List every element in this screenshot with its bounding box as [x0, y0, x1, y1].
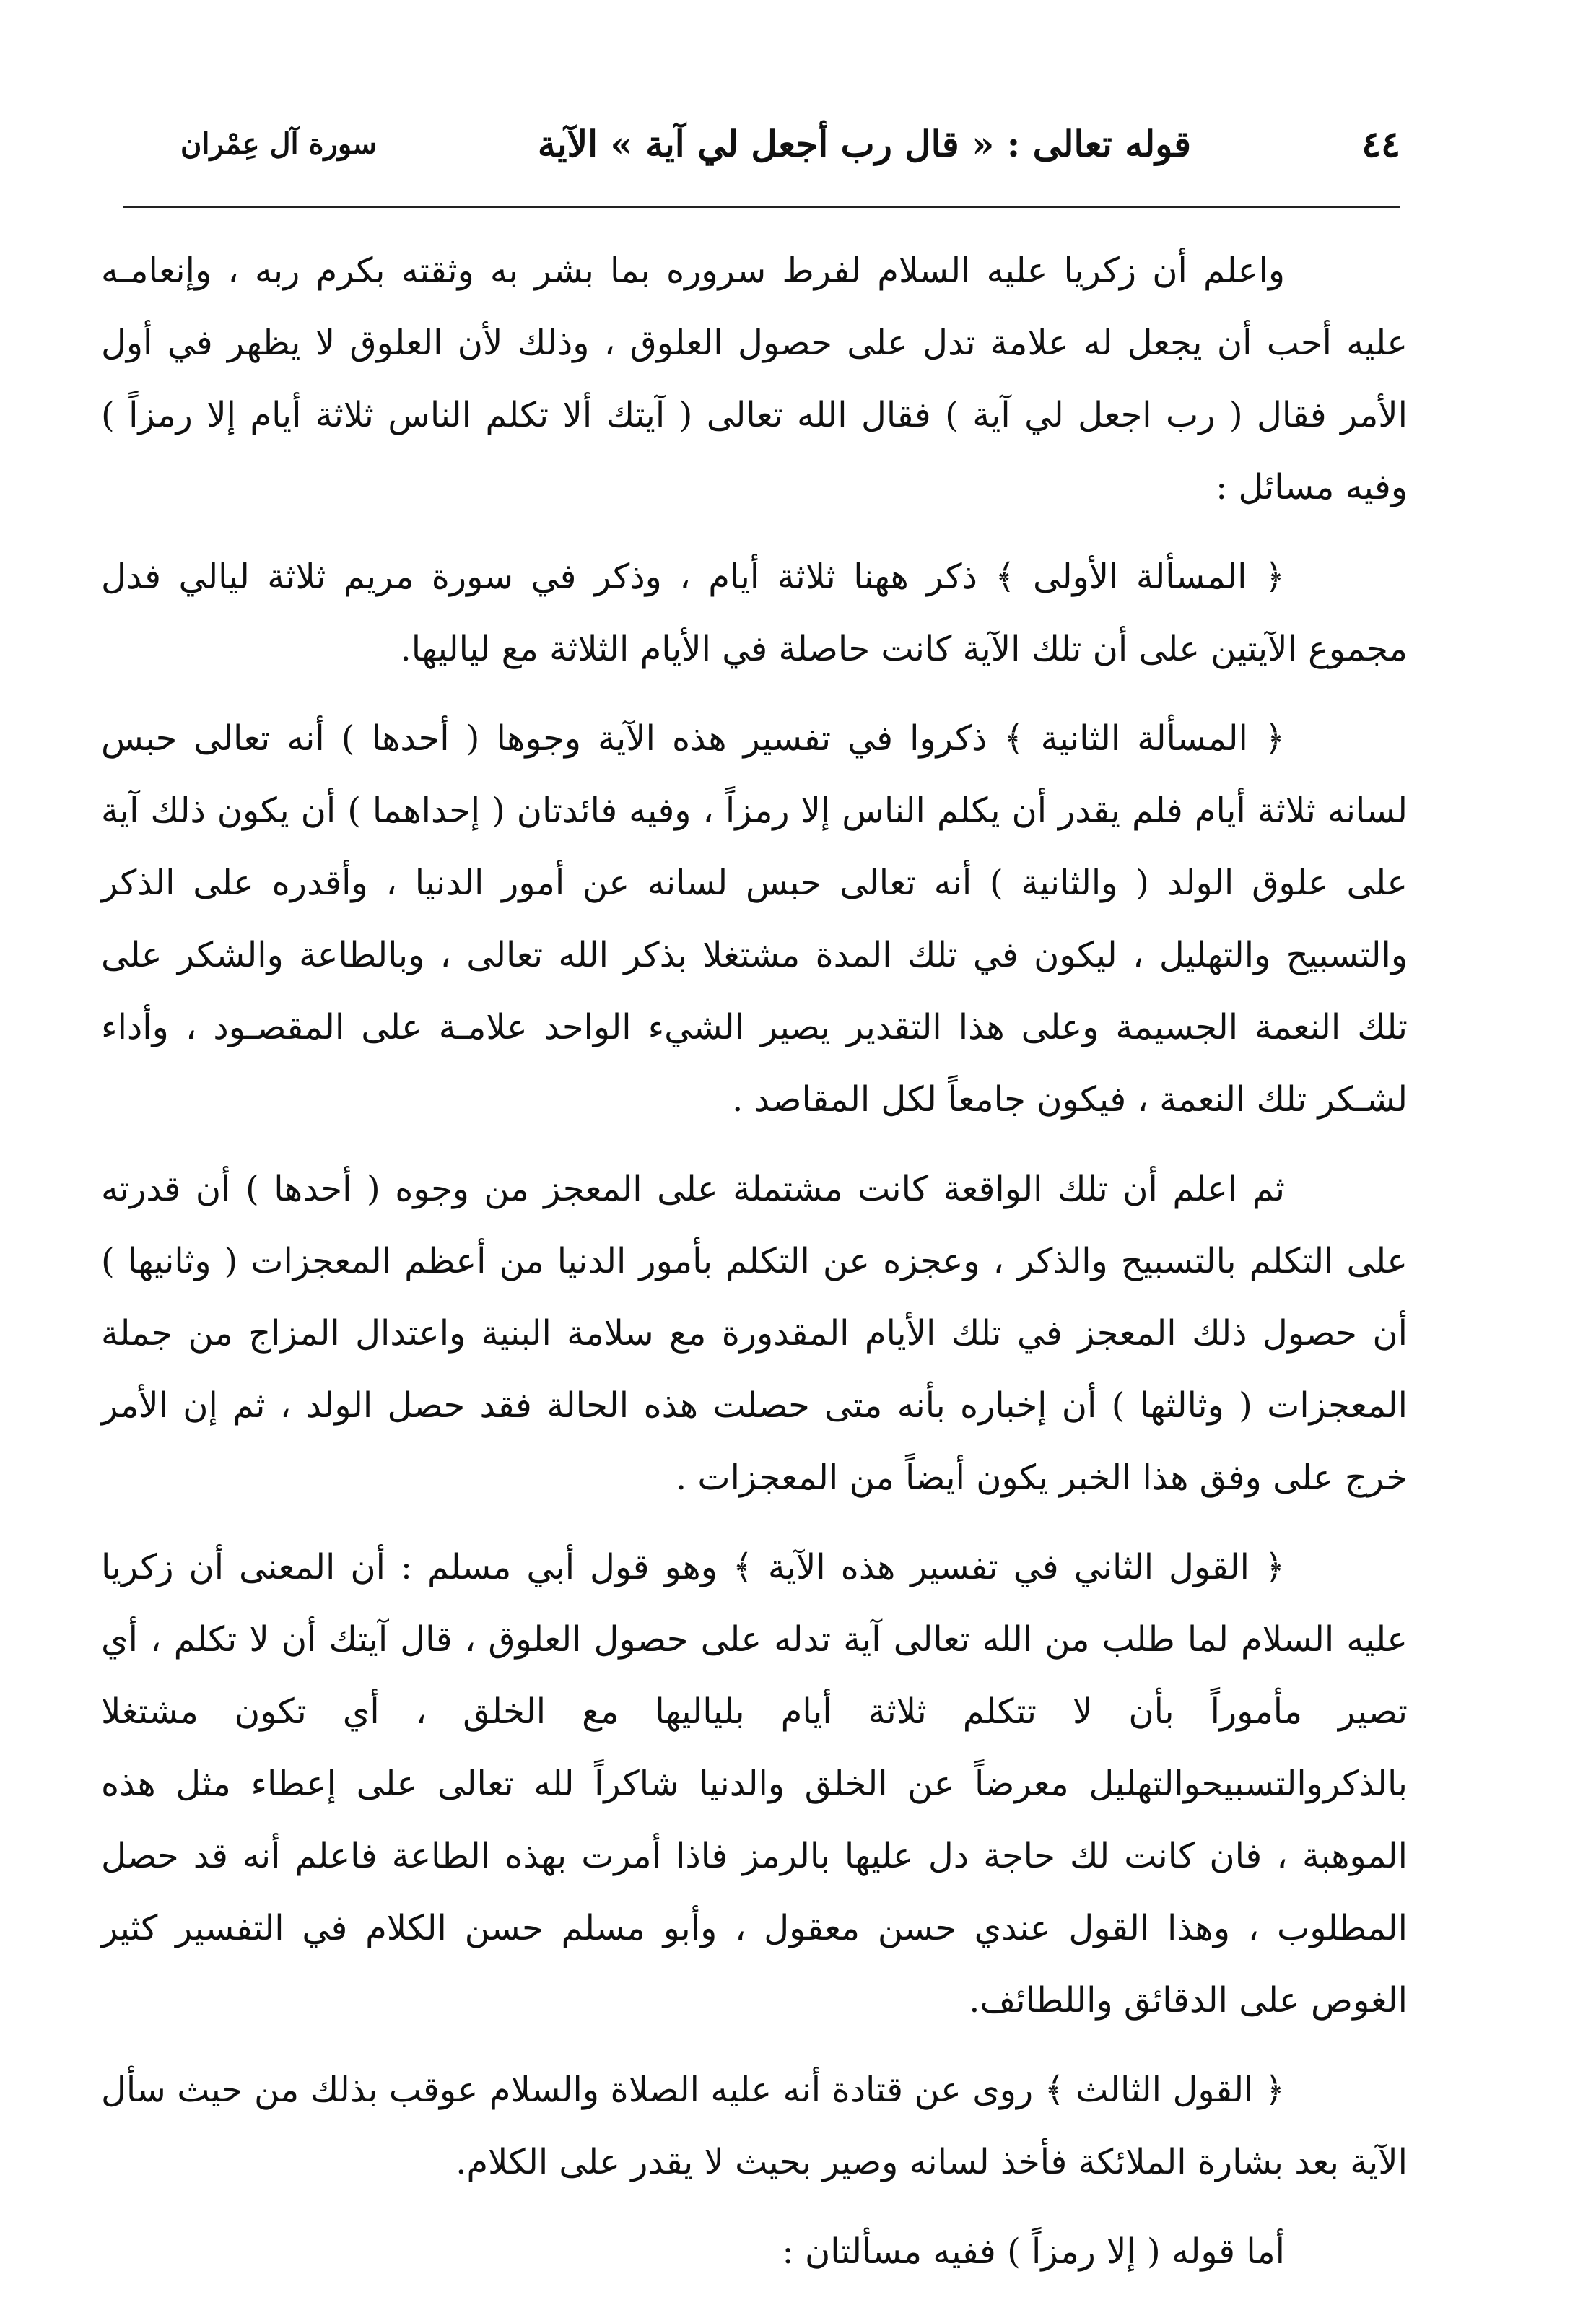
- paragraph: واعلم أن زكريا عليه السلام لفرط سروره بما بشر به وثقته بكرم ربه ، وإنعامـه عليه أحب أن يجعل له علامة تدل على حصول العلوق ، وذلك لأن العلوق لا يظهر في أول الأمر فقال ( رب اجعل لي آية ) فقال الله تعالى ( آيتك ألا تكلم الناس ثلاثة أيام إلا رمزاً ) وفيه مسائل :: [101, 250, 1408, 507]
- page-number: ٤٤: [1361, 123, 1400, 165]
- paragraph: ﴿ المسألة الأولى ﴾ ذكر ههنا ثلاثة أيام ، وذكر في سورة مريم ثلاثة ليالي فدل مجموع الآيتين على أن تلك الآية كانت حاصلة في الأيام الثلاثة مع لياليها.: [101, 557, 1408, 669]
- paragraph: ثم اعلم أن تلك الواقعة كانت مشتملة على المعجز من وجوه ( أحدها ) أن قدرته على التكلم بالتسبيح والذكر ، وعجزه عن التكلم بأمور الدنيا من أعظم المعجزات ( وثانيها ) أن حصول ذلك المعجز في تلك الأيام المقدورة مع سلامة البنية واعتدال المزاج من جملة المعجزات ( وثالثها ) أن إخباره بأنه متى حصلت هذه الحالة فقد حصل الولد ، ثم إن الأمر خرج على وفق هذا الخبر يكون أيضاً من المعجزات .: [101, 1169, 1408, 1498]
- header-rule: [123, 206, 1400, 208]
- running-title: قوله تعالى : « قال رب أجعل لي آية » الآية: [537, 123, 1191, 165]
- paragraph: ﴿ المسألة الثانية ﴾ ذكروا في تفسير هذه الآية وجوها ( أحدها ) أنه تعالى حبس لسانه ثلاثة أيام فلم يقدر أن يكلم الناس إلا رمزاً ، وفيه فائدتان ( إحداهما ) أن يكون ذلك آية على علوق الولد ( والثانية ) أنه تعالى حبس لسانه عن أمور الدنيا ، وأقدره على الذكر والتسبيح والتهليل ، ليكون في تلك المدة مشتغلا بذكر الله تعالى ، وبالطاعة والشكر على تلك النعمة الجسيمة وعلى هذا التقدير يصير الشيء الواحد علامـة على المقصـود ، وأداء لشـكر تلك النعمة ، فيكون جامعاً لكل المقاصد .: [101, 718, 1408, 1120]
- paragraph: ﴿ القول الثاني في تفسير هذه الآية ﴾ وهو قول أبي مسلم : أن المعنى أن زكريا عليه السلام لما طلب من الله تعالى آية تدله على حصول العلوق ، قال آيتك أن لا تكلم ، أي تصير مأموراً بأن لا تتكلم ثلاثة أيام بلياليها مع الخلق ، أي تكون مشتغلا بالذكروالتسبيحوالتهليل معرضاً عن الخلق والدنيا شاكراً لله تعالى على إعطاء مثل هذه الموهبة ، فان كانت لك حاجة دل عليها بالرمز فاذا أمرت بهذه الطاعة فاعلم أنه قد حصل المطلوب ، وهذا القول عندي حسن معقول ، وأبو مسلم حسن الكلام في التفسير كثير الغوص على الدقائق واللطائف.: [101, 1547, 1408, 2021]
- paragraph: ﴿ القول الثالث ﴾ روى عن قتادة أنه عليه الصلاة والسلام عوقب بذلك من حيث سأل الآية بعد بشارة الملائكة فأخذ لسانه وصير بحيث لا يقدر على الكلام.: [101, 2070, 1408, 2182]
- paragraph: أما قوله ( إلا رمزاً ) ففيه مسألتان :: [782, 2231, 1285, 2272]
- surah-name: سورة آل عِمْران: [180, 127, 378, 161]
- page-header: [159, 123, 1415, 195]
- body-text: [101, 235, 1408, 2305]
